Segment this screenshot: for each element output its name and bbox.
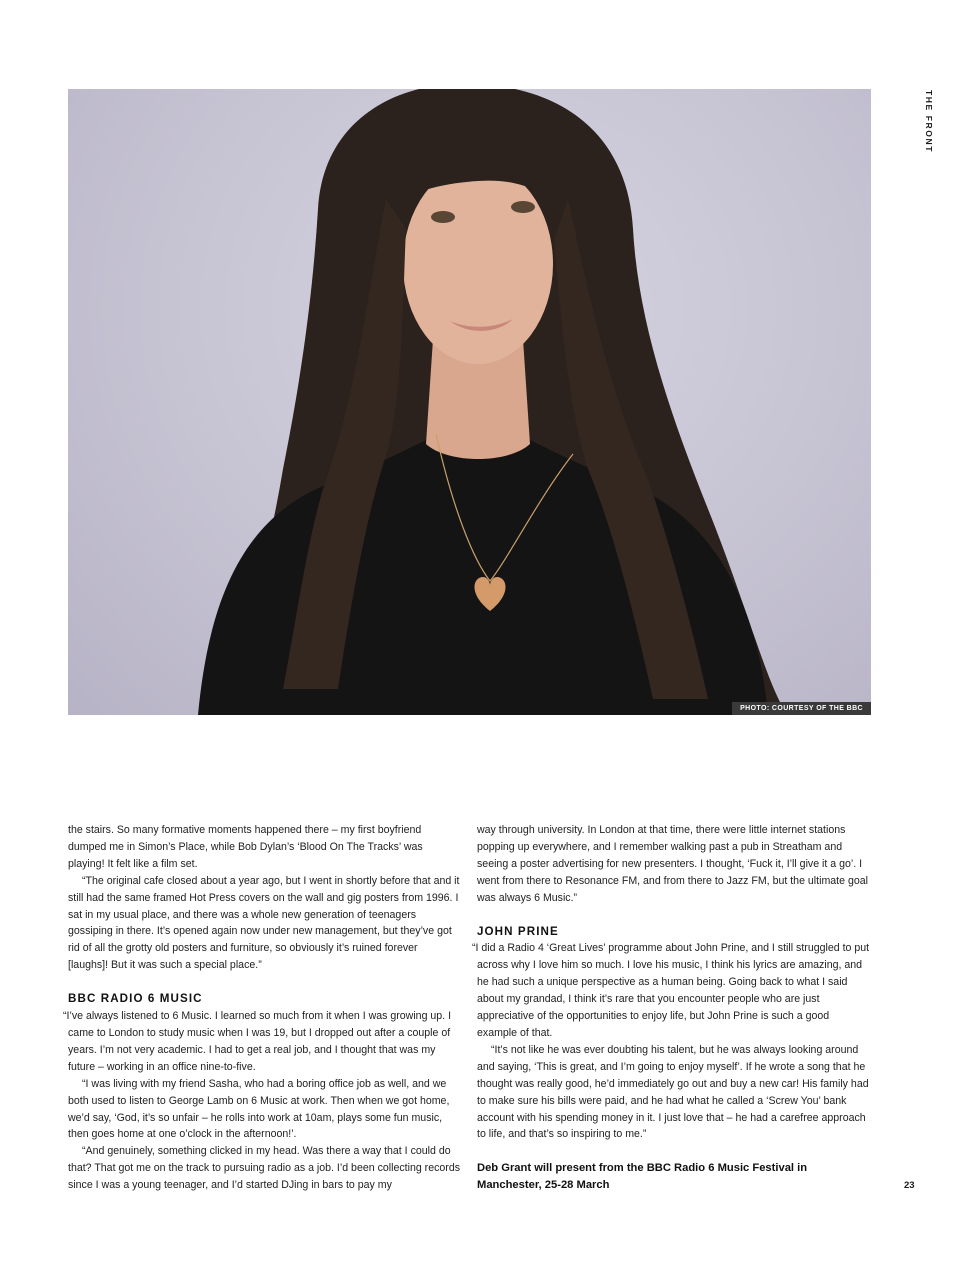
page-number: 23 xyxy=(904,1180,915,1191)
paragraph: “The original cafe closed about a year ago, but I went in shortly before that and it still had the same framed Hot Press covers on the wall and gig posters from 1996. I sat in my usual place, and there was a whole new generation of teenagers gossiping in there. It’s opened again now under new management, but they’ve got rid of all the grotty old posters and furniture, so obviously it’s ruined forever [laughs]! But it was such a special place.” xyxy=(68,874,460,972)
paragraph: “I’ve always listened to 6 Music. I learned so much from it when I was growing up. I came to London to study music when I was 19, but I dropped out after a couple of years. I’m not very academic. I had to get a real job, and I thought that was my future – working in an office nine-to-five. xyxy=(63,1010,452,1073)
paragraph: “I was living with my friend Sasha, who had a boring office job as well, and we both used to listen to George Lamb on 6 Music at work. Then when we got home, we’d say, ‘God, it’s so unfair – he rolls into work at 10am, plays some fun music, then goes home at one o’clock in the afternoon!’. xyxy=(68,1077,450,1141)
paragraph: the stairs. So many formative moments happened there – my first boyfriend dumped me in Simon’s Place, while Bob Dylan’s ‘Blood On The Tracks’ was playing! It felt like a film set. xyxy=(68,824,423,870)
left-column xyxy=(63,822,461,1194)
sign-off: Deb Grant will present from the BBC Radio 6 Music Festival in Manchester, 25-28 March xyxy=(477,1162,808,1192)
section-label: THE FRONT xyxy=(924,90,934,154)
paragraph: “I did a Radio 4 ‘Great Lives’ programme about John Prine, and I still struggled to put across why I love him so much. I love his music, I think his lyrics are amazing, and he had such a unique perspective as a human being. Going back to what I said about my grandad, I think it’s rare that you encounter people who are just appreciative of the opportunities to enjoy life, but John Prine is such a good example of that. xyxy=(472,942,870,1039)
paragraph: way through university. In London at that time, there were little internet stations popping up everywhere, and I remember walking past a pub in Streatham and seeing a poster advertising for new presenters. I thought, ‘Fuck it, I’ll give it a go’. I went from there to Resonance FM, and from there to Jazz FM, but the ultimate goal was always 6 Music.” xyxy=(477,824,868,904)
left-eye xyxy=(431,211,455,223)
portrait-photo xyxy=(68,89,871,715)
subheading-radio-6-music: BBC RADIO 6 MUSIC xyxy=(68,992,203,1006)
photo-credit: PHOTO: COURTESY OF THE BBC xyxy=(732,702,871,715)
right-column xyxy=(472,822,871,1194)
paragraph: “And genuinely, something clicked in my head. Was there a way that I could do that? That got me on the track to pursuing radio as a job. I’d been collecting records since I was a young teenager, and I’d started DJing in bars to pay my xyxy=(68,1145,461,1192)
paragraph: “It’s not like he was ever doubting his talent, but he was always looking around and saying, ‘This is great, and I’m going to enjoy myself’. If he wrote a song that he thought was really good, he’d immediately go out and buy a new car! His family had to make sure his bills were paid, and he had what he called a ‘Screw You’ bank account with his spending money in it. I just love that – he had a carefree approach to life, and that’s so inspiring to me.” xyxy=(477,1043,869,1141)
face xyxy=(403,164,553,364)
subheading-john-prine: JOHN PRINE xyxy=(477,924,559,938)
right-eye xyxy=(511,201,535,213)
portrait-illustration xyxy=(68,89,871,715)
